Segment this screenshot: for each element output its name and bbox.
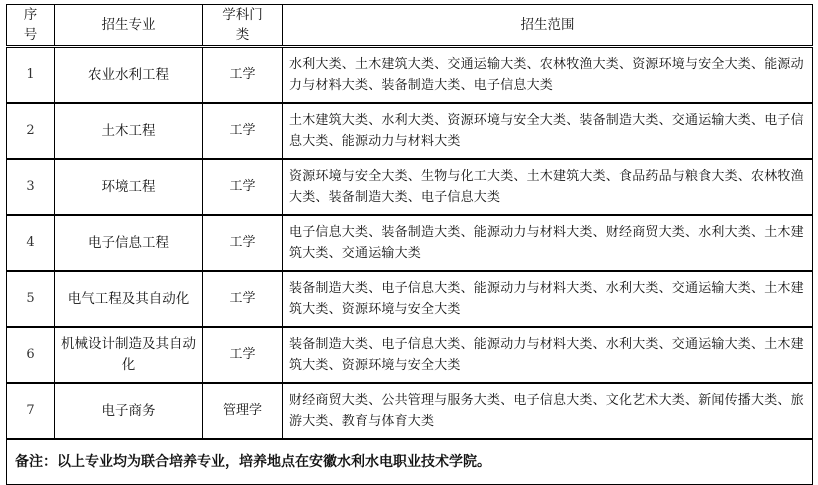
enrollment-table-container (6, 4, 812, 485)
header-index (7, 5, 55, 47)
row-category: 工学 (203, 47, 283, 104)
table-row (7, 271, 813, 327)
row-category: 工学 (203, 327, 283, 383)
header-category-line2: 类 (235, 27, 250, 43)
note-text: 备注：以上专业均为联合培养专业，培养地点在安徽水利水电职业技术学院。 (7, 439, 813, 485)
row-index: 4 (7, 215, 55, 271)
header-category-line1: 学科门 (222, 7, 263, 23)
row-index: 7 (7, 383, 55, 439)
row-scope: 土木建筑大类、水利大类、资源环境与安全大类、装备制造大类、交通运输大类、电子信息大类、能源动力与材料大类 (283, 103, 813, 159)
row-index: 6 (7, 327, 55, 383)
table-row (7, 159, 813, 215)
header-row (7, 5, 813, 47)
row-category: 工学 (203, 159, 283, 215)
row-category: 工学 (203, 215, 283, 271)
row-category: 工学 (203, 103, 283, 159)
row-scope: 水利大类、土木建筑大类、交通运输大类、农林牧渔大类、资源环境与安全大类、能源动力与材料大类、装备制造大类、电子信息大类 (283, 47, 813, 104)
row-category: 管理学 (203, 383, 283, 439)
note-row (7, 439, 813, 485)
row-major: 电气工程及其自动化 (55, 271, 203, 327)
row-major: 电子信息工程 (55, 215, 203, 271)
row-major: 环境工程 (55, 159, 203, 215)
row-index: 1 (7, 47, 55, 104)
table-row (7, 103, 813, 159)
header-major: 招生专业 (55, 5, 203, 47)
row-major: 土木工程 (55, 103, 203, 159)
table-row (7, 215, 813, 271)
row-major: 机械设计制造及其自动化 (55, 327, 203, 383)
row-category: 工学 (203, 271, 283, 327)
row-major: 农业水利工程 (55, 47, 203, 104)
header-scope: 招生范围 (283, 5, 813, 47)
enrollment-table (6, 4, 813, 485)
row-scope: 电子信息大类、装备制造大类、能源动力与材料大类、财经商贸大类、水利大类、土木建筑大类、交通运输大类 (283, 215, 813, 271)
table-row (7, 383, 813, 439)
row-index: 3 (7, 159, 55, 215)
table-row (7, 327, 813, 383)
row-index: 5 (7, 271, 55, 327)
row-scope: 装备制造大类、电子信息大类、能源动力与材料大类、水利大类、交通运输大类、土木建筑大类、资源环境与安全大类 (283, 327, 813, 383)
header-index-line1: 序 (23, 7, 38, 23)
header-index-line2: 号 (23, 27, 38, 43)
table-row (7, 47, 813, 104)
row-scope: 装备制造大类、电子信息大类、能源动力与材料大类、水利大类、交通运输大类、土木建筑大类、资源环境与安全大类 (283, 271, 813, 327)
row-scope: 资源环境与安全大类、生物与化工大类、土木建筑大类、食品药品与粮食大类、农林牧渔大类、装备制造大类、电子信息大类 (283, 159, 813, 215)
row-major: 电子商务 (55, 383, 203, 439)
header-category (203, 5, 283, 47)
row-index: 2 (7, 103, 55, 159)
row-scope: 财经商贸大类、公共管理与服务大类、电子信息大类、文化艺术大类、新闻传播大类、旅游大类、教育与体育大类 (283, 383, 813, 439)
